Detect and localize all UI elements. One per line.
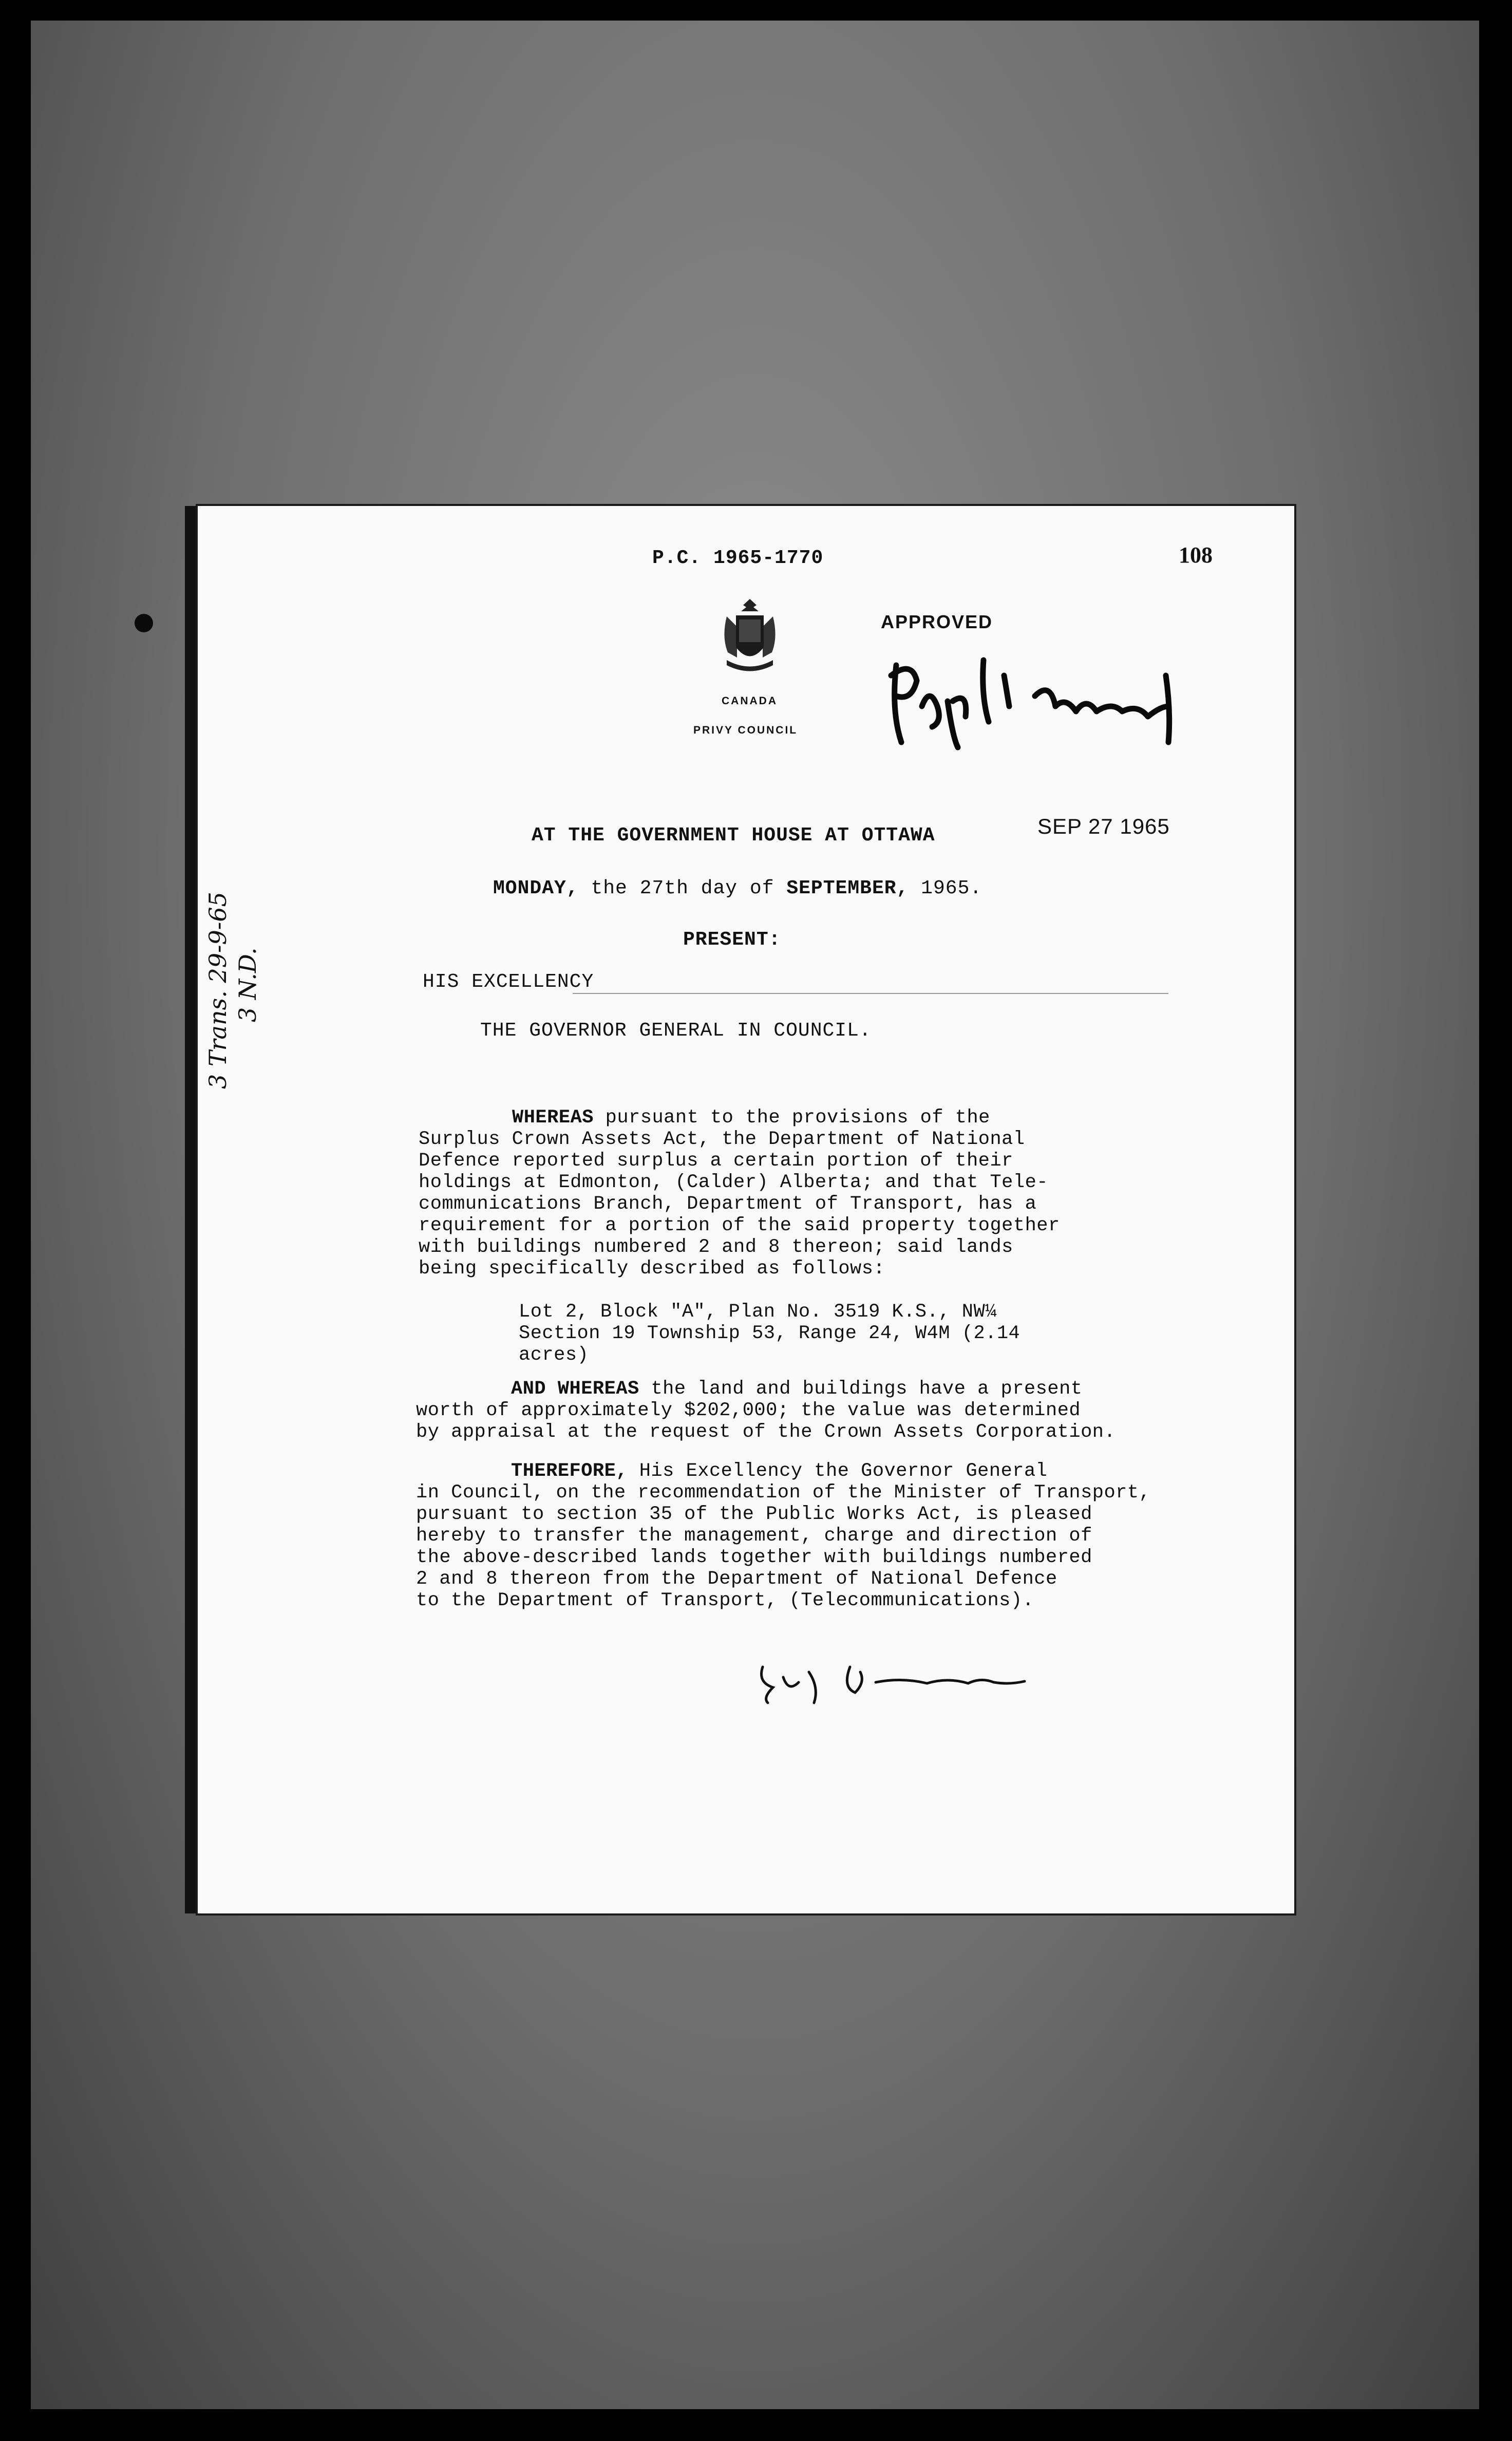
- present-label: PRESENT:: [683, 929, 781, 951]
- place-line: AT THE GOVERNMENT HOUSE AT OTTAWA: [532, 824, 935, 847]
- whereas-paragraph-1: WHEREAS pursuant to the provisions of the Surplus Crown Assets Act, the Department of National Defence reported surplus a certain portion of their holdings at Edmonton, (Calder) Alberta; and that Tele- communications Branch, Department of Transport, has a requirement for a portion of the said property together with buildings numbered 2 and 8 thereon; said lands being specifically described as follows:: [419, 1107, 1060, 1280]
- date-stamp: SEP 27 1965: [1037, 814, 1170, 838]
- rule-line: [573, 993, 1168, 994]
- punch-hole: [135, 614, 153, 632]
- order-number: P.C. 1965-1770: [652, 547, 824, 569]
- document-page: [198, 506, 1294, 1913]
- his-excellency: HIS EXCELLENCY: [423, 971, 594, 993]
- date-line: MONDAY, the 27th day of SEPTEMBER, 1965.: [493, 877, 982, 899]
- page-number: 108: [1179, 542, 1213, 568]
- governor-general-signature: [881, 645, 1189, 753]
- canada-crest-icon: [716, 596, 783, 675]
- margin-note: 3 Trans. 29-9-65 3 N.D.: [204, 892, 261, 1089]
- crest-label-canada: CANADA: [722, 695, 778, 707]
- governor-general-in-council: THE GOVERNOR GENERAL IN COUNCIL.: [480, 1020, 872, 1042]
- lot-description: Lot 2, Block "A", Plan No. 3519 K.S., NW¼ Section 19 Township 53, Range 24, W4M (2.14 acres): [519, 1301, 1020, 1366]
- clerk-signature: [752, 1646, 1040, 1708]
- whereas-paragraph-2: AND WHEREAS the land and buildings have a present worth of approximately $202,000; the value was determined by appraisal at the request of the Crown Assets Corporation.: [416, 1378, 1116, 1443]
- approved-label: APPROVED: [881, 611, 993, 632]
- crest-label-privy-council: PRIVY COUNCIL: [693, 724, 798, 736]
- therefore-paragraph: THEREFORE, His Excellency the Governor General in Council, on the recommendation of the Minister of Transport, pursuant to section 35 of the Public Works Act, is pleased hereby to transfer the management, charge and direction of the above-described lands together with buildings numbered 2 and 8 thereon from the Department of National Defence to the Department of Transport, (Telecommunications).: [416, 1460, 1151, 1611]
